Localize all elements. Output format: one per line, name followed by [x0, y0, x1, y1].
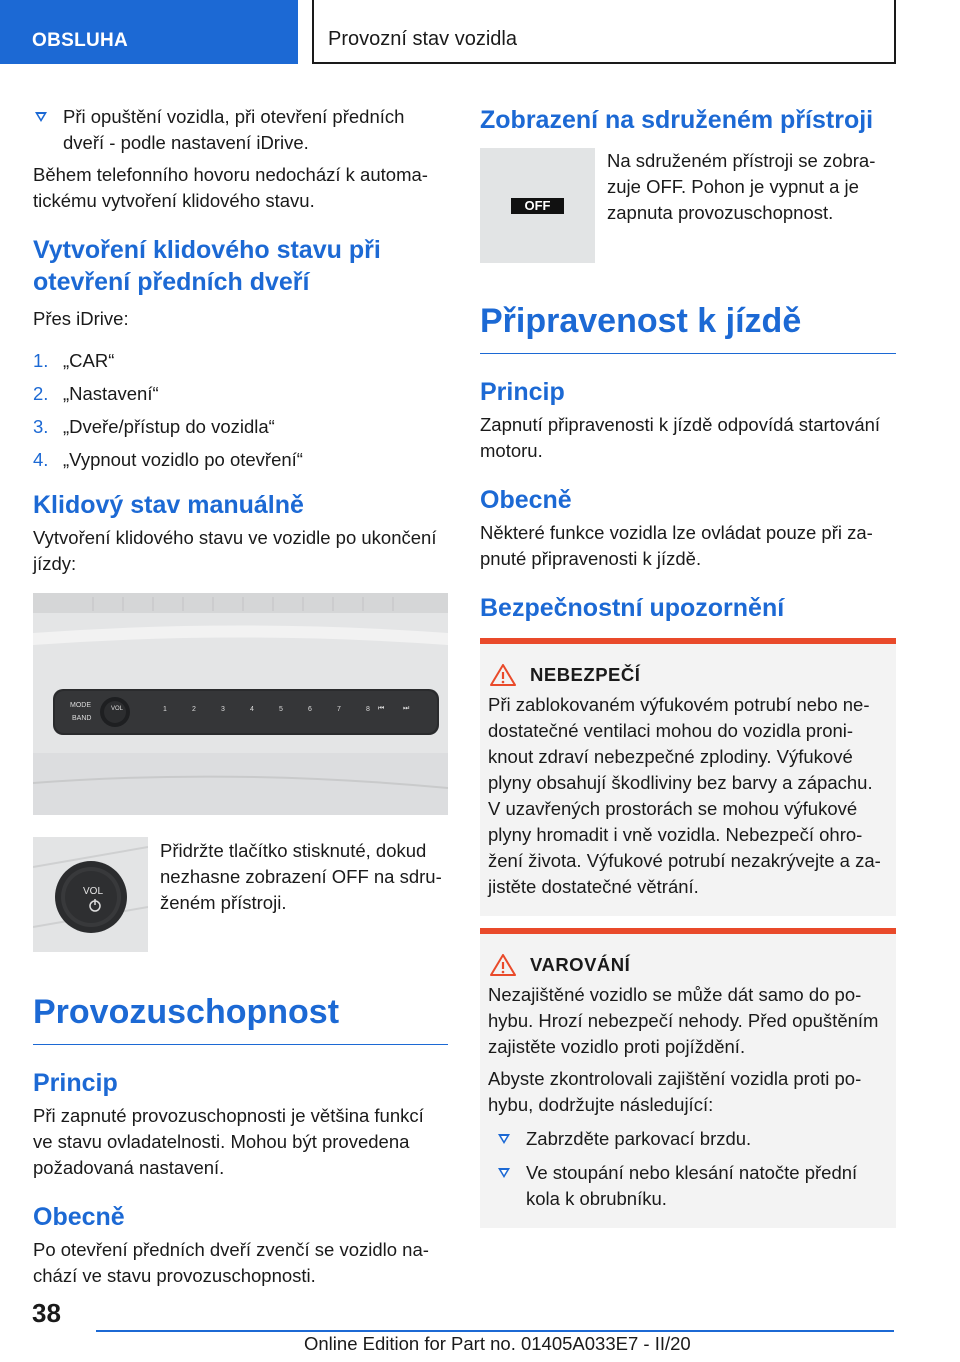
chapter-header	[312, 0, 896, 64]
paragraph: Zapnutí připravenosti k jízdě odpovídá startování motoru.	[480, 414, 881, 461]
preset-5: 5	[279, 706, 283, 713]
list-item: 3. „Dveře/přístup do vozidla“	[33, 416, 275, 437]
vol-label: VOL	[111, 706, 124, 712]
page-number: 38	[32, 1298, 61, 1328]
paragraph: Některé funkce vozidla lze ovládat pouze při zapnuté připravenosti k jízdě.	[480, 522, 873, 569]
section-tab	[0, 0, 298, 64]
vol-knob-row	[33, 837, 448, 952]
warning-bullet-list	[488, 1126, 884, 1212]
cluster-row	[480, 148, 896, 263]
preset-6: 6	[308, 706, 312, 713]
heading-principle: Princip	[33, 1069, 118, 1097]
heading-rest-manual: Klidový stav manuálně	[33, 491, 304, 519]
heading-cluster: Zobrazení na sdruženém přístroji	[480, 106, 874, 134]
list-item: Ve stoupání nebo klesání natočte přední kola k obrubníku.	[496, 1160, 884, 1212]
triangle-bullet-icon	[498, 1134, 510, 1144]
heading-general: Obecně	[33, 1203, 125, 1231]
footer-rule	[96, 1330, 894, 1332]
knob-vol-label: VOL	[83, 886, 104, 897]
bullet-list	[33, 104, 448, 156]
danger-title: NEBEZPEČÍ	[530, 664, 641, 685]
preset-1: 1	[163, 706, 167, 713]
radio-panel-photo	[33, 593, 448, 815]
paragraph: Přes iDrive:	[33, 308, 129, 329]
triangle-bullet-icon	[35, 112, 47, 122]
chapter-title: Provozní stav vozidla	[328, 28, 517, 50]
warning-text: Nezajištěné vozidlo se může dát samo do pohybu. Hrozí nebezpečí nehody. Před opuštěním zajistěte vozidlo proti pojíždění.	[488, 984, 879, 1057]
off-indicator: OFF	[511, 198, 564, 214]
heading-rest-doors: Vytvoření klidového stavu při otevření předních dveří	[33, 236, 381, 296]
paragraph: Při zapnuté provozuschopnosti je většina funkcí ve stavu ovladatelnosti. Mohou být provedena požadovaná nastavení.	[33, 1105, 424, 1178]
cluster-off-photo	[480, 148, 595, 263]
heading-safety: Bezpečnostní upozornění	[480, 594, 785, 622]
paragraph: Na sdruženém přístroji se zobrazuje OFF. Pohon je vypnut a je zapnuta provozuschopnost.	[607, 150, 876, 223]
paragraph: Vytvoření klidového stavu ve vozidle po ukončení jízdy:	[33, 527, 437, 574]
next-track-icon: ⏭	[403, 705, 410, 712]
list-item: 2. „Nastavení“	[33, 383, 159, 404]
list-item: 4. „Vypnout vozidlo po otevření“	[33, 449, 303, 470]
mode-label: MODE	[70, 702, 91, 709]
vol-knob-photo	[33, 837, 148, 952]
list-item: 1. „CAR“	[33, 350, 115, 371]
paragraph: Přidržte tlačítko stisknuté, dokud nezhasne zobrazení OFF na sdruženém přístroji.	[160, 840, 442, 913]
warning-title: VAROVÁNÍ	[530, 954, 631, 975]
paragraph: Během telefonního hovoru nedochází k automatickému vytvoření klidového stavu.	[33, 164, 428, 211]
section-label: OBSLUHA	[32, 30, 129, 51]
step-list	[33, 348, 448, 473]
band-label: BAND	[72, 715, 92, 722]
preset-4: 4	[250, 706, 254, 713]
list-item: Při opuštění vozidla, při otevření předních dveří - podle nastavení iDrive.	[33, 104, 448, 156]
warning-triangle-icon	[490, 664, 516, 686]
list-item: Zabrzděte parkovací brzdu.	[496, 1126, 884, 1152]
triangle-bullet-icon	[498, 1168, 510, 1178]
warning-triangle-icon	[490, 954, 516, 976]
paragraph: Po otevření předních dveří zvenčí se vozidlo nachází ve stavu provozuschopnosti.	[33, 1239, 429, 1286]
warning-text: Abyste zkontrolovali zajištění vozidla proti pohybu, dodržujte následující:	[488, 1068, 862, 1115]
footer-edition: Online Edition for Part no. 01405A033E7 - II/20	[304, 1333, 691, 1354]
prev-track-icon: ⏮	[378, 705, 385, 712]
heading-principle: Princip	[480, 378, 565, 406]
left-column	[33, 104, 448, 1289]
preset-3: 3	[221, 706, 225, 713]
radio-panel-illustration	[33, 593, 448, 815]
right-column	[480, 104, 896, 1228]
warning-box	[480, 928, 896, 1228]
danger-text: Při zablokovaném výfukovém potrubí nebo nedostatečné ventilaci mohou do vozidla proniknout zdraví nebezpečné zplodiny. Výfukové plyny obsahují škodliviny bez barvy a zápachu. V uzavřených prostorách se mohou výfukové plyny hromadit i vně vozidla. Nebezpečí ohrožení života. Výfukové potrubí nezakrývejte a zajistěte dostatečné větrání.	[488, 694, 881, 897]
heading-operability: Provozuschopnost	[33, 992, 448, 1045]
preset-7: 7	[337, 706, 341, 713]
preset-2: 2	[192, 706, 196, 713]
heading-ready: Připravenost k jízdě	[480, 301, 896, 354]
preset-8: 8	[366, 706, 370, 713]
danger-box	[480, 638, 896, 916]
heading-general: Obecně	[480, 486, 572, 514]
